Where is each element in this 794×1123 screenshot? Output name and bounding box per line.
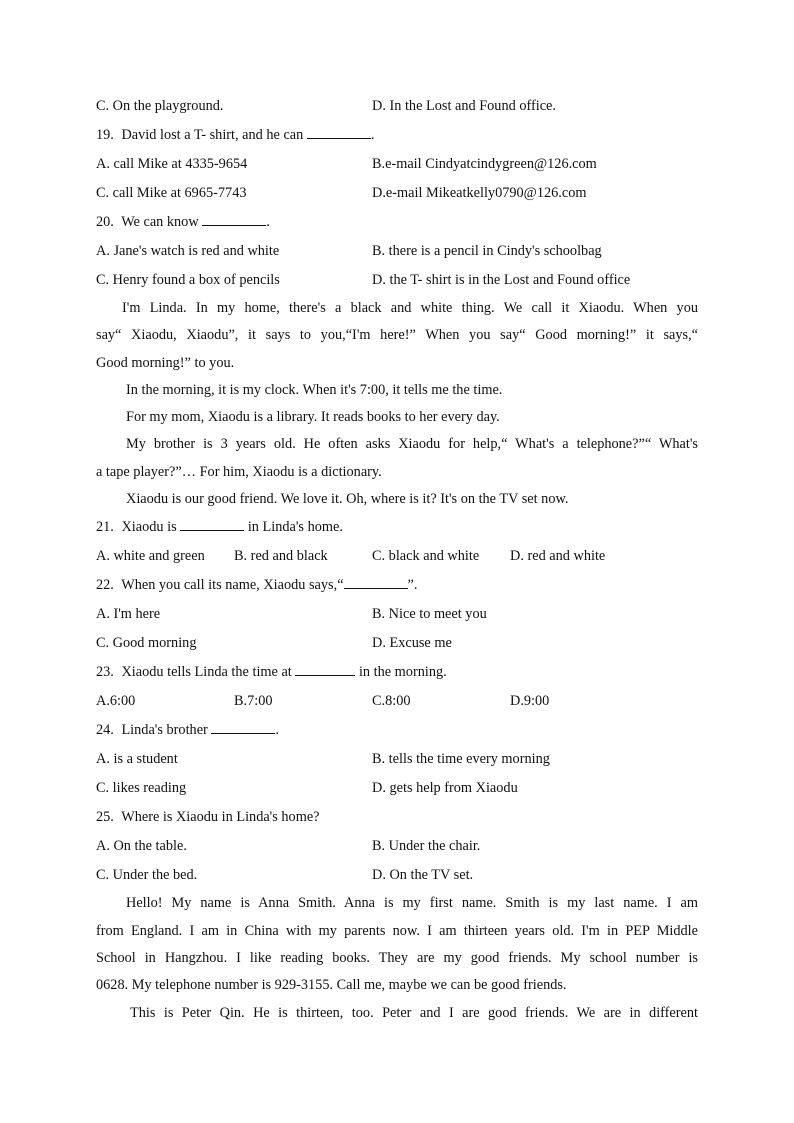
q19-stem xyxy=(96,121,698,150)
passage3-p2-line1: This is Peter Qin. He is thirteen, too. Peter and I are good friends. We are in different xyxy=(130,1004,698,1021)
q25-options-cd xyxy=(96,861,698,890)
q25-number: 25. xyxy=(96,809,114,826)
q23-tail: in the morning. xyxy=(358,664,447,681)
q20-stem xyxy=(96,208,698,237)
q19-options-ab xyxy=(96,150,698,179)
passage2-p4-line2: a tape player?”… For him, Xiaodu is a dictionary. xyxy=(96,463,382,480)
q23-option-b: B.7:00 xyxy=(234,693,273,710)
q24-option-a: A. is a student xyxy=(96,751,178,768)
passage3-p1-line4: 0628. My telephone number is 929-3155. Call me, maybe we can be good friends. xyxy=(96,977,567,994)
q20-options-cd xyxy=(96,266,698,295)
q24-tail: . xyxy=(275,722,279,739)
q22-option-c: C. Good morning xyxy=(96,635,197,652)
q21-number: 21. xyxy=(96,519,114,536)
q24-blank[interactable] xyxy=(211,719,275,734)
q22-blank[interactable] xyxy=(344,574,408,589)
q20-option-b: B. there is a pencil in Cindy's schoolbag xyxy=(372,243,602,259)
q22-options-cd xyxy=(96,629,698,658)
q23-option-a: A.6:00 xyxy=(96,693,136,710)
q20-blank[interactable] xyxy=(202,211,266,226)
passage3-p1-line1: Hello! My name is Anna Smith. Anna is my first name. Smith is my last name. I am xyxy=(126,895,698,912)
q24-options-cd xyxy=(96,774,698,803)
passage2-p3: For my mom, Xiaodu is a library. It reads books to her every day. xyxy=(126,409,500,426)
passage2-p2: In the morning, it is my clock. When it's 7:00, it tells me the time. xyxy=(126,381,503,398)
q23-text: Xiaodu tells Linda the time at xyxy=(121,664,292,681)
q25-stem xyxy=(96,803,698,832)
q22-number: 22. xyxy=(96,577,114,594)
q25-option-d: D. On the TV set. xyxy=(372,867,474,884)
q25-text: Where is Xiaodu in Linda's home? xyxy=(121,809,320,826)
q22-option-a: A. I'm here xyxy=(96,606,161,623)
passage2-p1-line2: say“ Xiaodu, Xiaodu”, it says to you,“I'm here!” When you say“ Good morning!” it says,“ xyxy=(96,327,698,344)
q19-option-d: D.e-mail Mikeatkelly0790@126.com xyxy=(372,185,587,201)
q18-options-cd xyxy=(96,92,698,121)
q22-option-d: D. Excuse me xyxy=(372,635,452,652)
q21-option-b: B. red and black xyxy=(234,548,328,565)
q23-blank[interactable] xyxy=(295,661,355,676)
q21-option-c: C. black and white xyxy=(372,548,480,565)
q25-option-a: A. On the table. xyxy=(96,838,187,855)
q21-stem xyxy=(96,513,698,542)
q24-option-c: C. likes reading xyxy=(96,780,187,797)
q19-tail: . xyxy=(370,127,375,143)
q18-option-c: C. On the playground. xyxy=(96,98,224,114)
q22-option-b: B. Nice to meet you xyxy=(372,606,487,623)
q24-option-d: D. gets help from Xiaodu xyxy=(372,780,518,797)
q21-option-a: A. white and green xyxy=(96,548,205,565)
passage2-p5: Xiaodu is our good friend. We love it. Oh, where is it? It's on the TV set now. xyxy=(126,491,569,508)
worksheet-page xyxy=(96,92,698,1027)
passage2-p1-line3: Good morning!” to you. xyxy=(96,354,235,371)
q19-option-a: A. call Mike at 4335-9654 xyxy=(96,156,248,172)
q20-option-d: D. the T- shirt is in the Lost and Found office xyxy=(372,272,631,288)
passage2-p4-line1: My brother is 3 years old. He often asks Xiaodu for help,“ What's a telephone?”“ What's xyxy=(126,436,698,453)
q23-option-c: C.8:00 xyxy=(372,693,411,710)
q21-text: Xiaodu is xyxy=(121,519,177,536)
q20-tail: . xyxy=(266,214,270,230)
q22-stem xyxy=(96,571,698,600)
q23-number: 23. xyxy=(96,664,114,681)
q20-option-a: A. Jane's watch is red and white xyxy=(96,243,280,259)
q23-options xyxy=(96,687,698,716)
q25-option-b: B. Under the chair. xyxy=(372,838,481,855)
q21-tail: in Linda's home. xyxy=(247,519,343,536)
passage3-p1-line3: School in Hangzhou. I like reading books. They are my good friends. My school number is xyxy=(96,949,698,966)
passage3-p1-line2: from England. I am in China with my parents now. I am thirteen years old. I'm in PEP Middle xyxy=(96,922,698,939)
q23-stem xyxy=(96,658,698,687)
q19-text: David lost a T- shirt, and he can xyxy=(121,127,304,143)
q24-options-ab xyxy=(96,745,698,774)
passage2-p1-line1: I'm Linda. In my home, there's a black and white thing. We call it Xiaodu. When you xyxy=(122,300,698,316)
q21-option-d: D. red and white xyxy=(510,548,606,565)
q25-options-ab xyxy=(96,832,698,861)
q20-text: We can know xyxy=(121,214,199,230)
q23-option-d: D.9:00 xyxy=(510,693,550,710)
q22-tail: ”. xyxy=(407,577,418,594)
q19-option-b: B.e-mail Cindyatcindygreen@126.com xyxy=(372,156,597,172)
q19-number: 19. xyxy=(96,127,114,143)
q20-option-c: C. Henry found a box of pencils xyxy=(96,272,280,288)
q20-options-ab xyxy=(96,237,698,266)
q19-options-cd xyxy=(96,179,698,208)
q21-blank[interactable] xyxy=(180,516,244,531)
q24-number: 24. xyxy=(96,722,114,739)
q24-option-b: B. tells the time every morning xyxy=(372,751,550,768)
q22-text: When you call its name, Xiaodu says,“ xyxy=(121,577,344,594)
q24-text: Linda's brother xyxy=(121,722,208,739)
q21-options xyxy=(96,542,698,571)
q18-option-d: D. In the Lost and Found office. xyxy=(372,98,556,114)
q19-option-c: C. call Mike at 6965-7743 xyxy=(96,185,247,201)
q19-blank[interactable] xyxy=(307,124,371,139)
q25-option-c: C. Under the bed. xyxy=(96,867,198,884)
q22-options-ab xyxy=(96,600,698,629)
q20-number: 20. xyxy=(96,214,114,230)
q24-stem xyxy=(96,716,698,745)
